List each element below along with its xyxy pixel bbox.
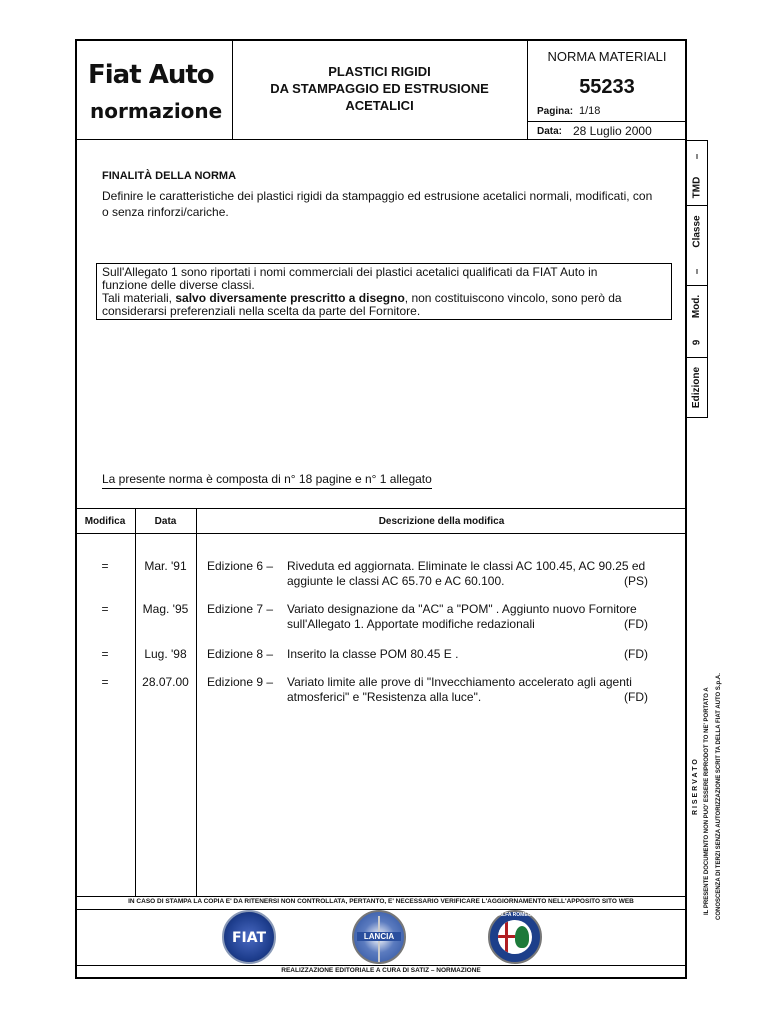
table-row-edition: Edizione 9 – xyxy=(207,675,274,689)
table-row-desc-line: atmosferici" e "Resistenza alla luce". xyxy=(287,690,482,704)
notice-line-3-pre: Tali materiali, xyxy=(102,291,176,305)
notice-line-3 xyxy=(102,291,622,305)
notice-line-3-post: , non costituiscono vincolo, sono però da xyxy=(404,291,622,305)
table-header-rule xyxy=(75,533,687,534)
table-row-mod: = xyxy=(101,602,109,616)
table-row-desc-line: Variato designazione da "AC" a "POM" . Aggiunto nuovo Fornitore xyxy=(287,602,637,616)
page-label: Pagina: xyxy=(537,106,574,117)
doc-title-line-1: PLASTICI RIGIDI xyxy=(328,64,431,79)
header-bottom-rule xyxy=(75,139,687,140)
doc-title-line-3: ACETALICI xyxy=(345,98,414,113)
table-row-date: Mag. '95 xyxy=(142,602,189,616)
table-row-desc-line: Variato limite alle prove di "Invecchiamento accelerato agli agenti xyxy=(287,675,632,689)
brand-title: Fiat Auto xyxy=(88,60,214,90)
side-item-edition-number: 9 xyxy=(691,339,703,345)
table-row-edition: Edizione 8 – xyxy=(207,647,274,661)
side-panel xyxy=(686,140,708,418)
table-row-desc-line: Riveduta ed aggiornata. Eliminate le classi AC 100.45, AC 90.25 ed xyxy=(287,559,646,573)
notice-line-1: Sull'Allegato 1 sono riportati i nomi commerciali dei plastici acetalici qualificati da FIAT Auto in xyxy=(102,265,598,279)
table-header-descrizione: Descrizione della modifica xyxy=(378,516,505,527)
table-top-rule xyxy=(75,508,687,509)
table-row-mod: = xyxy=(101,675,109,689)
alfa-romeo-logo-icon xyxy=(488,910,542,964)
notice-line-4: considerarsi preferenziali nella scelta da parte del Fornitore. xyxy=(102,304,421,318)
date-value: 28 Luglio 2000 xyxy=(573,124,652,138)
table-row-signature: (PS) xyxy=(624,574,648,588)
table-row-desc-line: aggiunte le classi AC 65.70 e AC 60.100. xyxy=(287,574,505,588)
footer-top-rule xyxy=(75,896,687,897)
lancia-logo-icon xyxy=(352,910,406,964)
editorial-note: REALIZZAZIONE EDITORIALE A CURA DI SATIZ – NORMAZIONE xyxy=(281,967,481,974)
table-row-date: Mar. '91 xyxy=(144,559,187,573)
table-header-modifica: Modifica xyxy=(84,516,126,527)
table-row-signature: (FD) xyxy=(624,647,648,661)
table-row-signature: (FD) xyxy=(624,690,648,704)
doc-title-line-2: DA STAMPAGGIO ED ESTRUSIONE xyxy=(270,81,489,96)
reserved-line-2: CONOSCENZA DI TERZI SENZA AUTORIZZAZIONE SCRIT TA DELLA FIAT AUTO S.p.A. xyxy=(716,673,722,920)
alfa-romeo-badge-shape xyxy=(498,920,532,954)
date-label: Data: xyxy=(537,126,563,137)
page-value: 1/18 xyxy=(579,105,601,117)
side-item-edizione: Edizione xyxy=(691,366,703,408)
table-header-data: Data xyxy=(154,516,177,527)
table-row-edition: Edizione 6 – xyxy=(207,559,274,573)
brand-subtitle: normazione xyxy=(90,99,223,123)
table-row-date: Lug. '98 xyxy=(144,647,187,661)
purpose-text-line-1: Definire le caratteristiche dei plastici rigidi da stampaggio ed estrusione acetalici normali, modificati, con xyxy=(102,189,653,203)
reserved-line-1: IL PRESENTE DOCUMENTO NON PUO' ESSERE RIPRODOT TO NE' PORTATO A xyxy=(704,687,710,915)
header-page-rule xyxy=(527,121,687,122)
table-row-signature: (FD) xyxy=(624,617,648,631)
notice-line-2: funzione delle diverse classi. xyxy=(102,278,255,292)
norm-number: 55233 xyxy=(579,76,635,98)
purpose-text-line-2: o senza rinforzi/cariche. xyxy=(102,205,229,219)
alfa-romeo-logo-text: ALFA ROMEO xyxy=(498,912,532,918)
fiat-logo-text: FIAT xyxy=(231,930,267,946)
side-item-tmd: TMD xyxy=(691,176,703,198)
norm-label: NORMA MATERIALI xyxy=(547,49,667,64)
table-row-mod: = xyxy=(101,647,109,661)
reserved-title: R I S E R V A T O xyxy=(692,759,699,815)
table-row-date: 28.07.00 xyxy=(142,675,189,689)
table-row-mod: = xyxy=(101,559,109,573)
logos-bottom-rule xyxy=(75,965,687,966)
fiat-logo-icon xyxy=(222,910,276,964)
lancia-logo-text: LANCIA xyxy=(357,932,401,941)
side-item-dash-1: – xyxy=(691,153,703,159)
purpose-heading: FINALITÀ DELLA NORMA xyxy=(102,170,237,182)
side-item-dash-2: – xyxy=(691,268,703,274)
side-item-mod: Mod. xyxy=(691,294,703,318)
stamp-note: IN CASO DI STAMPA LA COPIA E' DA RITENERSI NON CONTROLLATA, PERTANTO, E' NECESSARIO VERIFICARE L'AGGIORNAMENTO NELL'APPOSITO SITO WEB xyxy=(128,898,634,905)
table-row-desc-line: sull'Allegato 1. Apportate modifiche redazionali xyxy=(287,617,535,631)
notice-emphasis: salvo diversamente prescritto a disegno xyxy=(175,291,405,305)
table-row-desc-line: Inserito la classe POM 80.45 E . xyxy=(287,647,459,661)
composition-note: La presente norma è composta di n° 18 pagine e n° 1 allegato xyxy=(102,472,432,489)
side-item-classe: Classe xyxy=(691,214,703,248)
table-row-edition: Edizione 7 – xyxy=(207,602,274,616)
table-col-divider-2 xyxy=(196,508,197,896)
